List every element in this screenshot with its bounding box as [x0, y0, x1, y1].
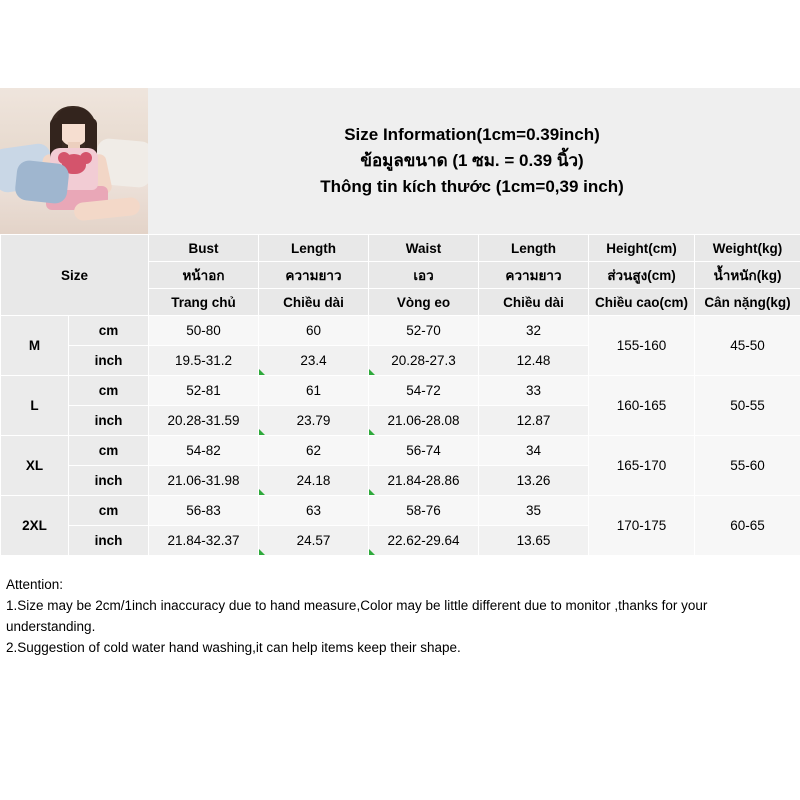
col-header-length2-en: Length — [479, 235, 589, 262]
cell-m-cm-waist: 52-70 — [369, 316, 479, 346]
row-unit-cm: cm — [69, 316, 149, 346]
cell-2xl-cm-length1: 63 — [259, 496, 369, 526]
col-header-height-vi: Chiều cao(cm) — [589, 289, 695, 316]
cell-l-cm-waist: 54-72 — [369, 376, 479, 406]
cell-l-inch-waist: 21.06-28.08 — [369, 406, 479, 436]
cell-m-cm-length1: 60 — [259, 316, 369, 346]
col-header-bust-vi: Trang chủ — [149, 289, 259, 316]
col-header-length1-vi: Chiều dài — [259, 289, 369, 316]
cell-xl-inch-waist: 21.84-28.86 — [369, 466, 479, 496]
cell-m-weight: 45-50 — [695, 316, 800, 376]
col-header-waist-vi: Vòng eo — [369, 289, 479, 316]
row-size-xl: XL — [1, 436, 69, 496]
row-size-2xl: 2XL — [1, 496, 69, 556]
notes-line-1: 1.Size may be 2cm/1inch inaccuracy due to hand measure,Color may be little different due to monitor ,thanks for your — [6, 598, 708, 613]
notes-line-1-cont: understanding. — [6, 619, 96, 634]
cell-m-inch-length2: 12.48 — [479, 346, 589, 376]
cell-2xl-cm-length2: 35 — [479, 496, 589, 526]
cell-m-cm-length2: 32 — [479, 316, 589, 346]
table-row — [1, 436, 800, 466]
header-title-th: ข้อมูลขนาด (1 ซม. = 0.39 นิ้ว) — [360, 151, 584, 170]
table-header-row-en — [1, 235, 800, 262]
col-header-bust-th: หน้าอก — [149, 262, 259, 289]
col-header-weight-vi: Cân nặng(kg) — [695, 289, 800, 316]
cell-xl-cm-bust: 54-82 — [149, 436, 259, 466]
header-title-en: Size Information(1cm=0.39inch) — [344, 125, 600, 144]
notes-line-2: 2.Suggestion of cold water hand washing,it can help items keep their shape. — [6, 640, 461, 655]
cell-m-inch-waist: 20.28-27.3 — [369, 346, 479, 376]
cell-l-cm-bust: 52-81 — [149, 376, 259, 406]
table-row — [1, 316, 800, 346]
cell-xl-height: 165-170 — [589, 436, 695, 496]
col-header-height-en: Height(cm) — [589, 235, 695, 262]
col-header-weight-th: น้ำหนัก(kg) — [695, 262, 800, 289]
row-unit-inch: inch — [69, 346, 149, 376]
header-titles — [148, 88, 800, 234]
cell-2xl-cm-waist: 58-76 — [369, 496, 479, 526]
cell-l-cm-length1: 61 — [259, 376, 369, 406]
cell-2xl-height: 170-175 — [589, 496, 695, 556]
col-header-length2-vi: Chiều dài — [479, 289, 589, 316]
cell-l-weight: 50-55 — [695, 376, 800, 436]
cell-2xl-inch-length2: 13.65 — [479, 526, 589, 556]
cell-l-inch-length2: 12.87 — [479, 406, 589, 436]
col-header-waist-th: เอว — [369, 262, 479, 289]
cell-2xl-cm-bust: 56-83 — [149, 496, 259, 526]
size-title-cell: Size — [1, 235, 149, 316]
cell-xl-cm-length1: 62 — [259, 436, 369, 466]
row-size-l: L — [1, 376, 69, 436]
col-header-height-th: ส่วนสูง(cm) — [589, 262, 695, 289]
cell-l-cm-length2: 33 — [479, 376, 589, 406]
cell-m-inch-length1: 23.4 — [259, 346, 369, 376]
row-unit-cm: cm — [69, 496, 149, 526]
col-header-bust-en: Bust — [149, 235, 259, 262]
row-unit-cm: cm — [69, 436, 149, 466]
cell-xl-cm-waist: 56-74 — [369, 436, 479, 466]
col-header-weight-en: Weight(kg) — [695, 235, 800, 262]
col-header-waist-en: Waist — [369, 235, 479, 262]
size-table-wrapper — [0, 234, 800, 556]
cell-m-height: 155-160 — [589, 316, 695, 376]
cell-xl-inch-bust: 21.06-31.98 — [149, 466, 259, 496]
cell-xl-weight: 55-60 — [695, 436, 800, 496]
cell-2xl-weight: 60-65 — [695, 496, 800, 556]
size-table — [0, 234, 800, 556]
row-size-m: M — [1, 316, 69, 376]
cell-xl-cm-length2: 34 — [479, 436, 589, 466]
cell-l-height: 160-165 — [589, 376, 695, 436]
col-header-length1-en: Length — [259, 235, 369, 262]
photo-pillow-front — [14, 159, 70, 204]
row-unit-inch: inch — [69, 466, 149, 496]
cell-l-inch-bust: 20.28-31.59 — [149, 406, 259, 436]
notes-heading: Attention: — [6, 577, 64, 592]
header-title-vi: Thông tin kích thước (1cm=0,39 inch) — [320, 177, 624, 196]
cell-xl-inch-length2: 13.26 — [479, 466, 589, 496]
row-unit-inch: inch — [69, 406, 149, 436]
product-photo — [0, 88, 148, 234]
cell-xl-inch-length1: 24.18 — [259, 466, 369, 496]
row-unit-inch: inch — [69, 526, 149, 556]
table-row — [1, 496, 800, 526]
header-band — [0, 88, 800, 234]
attention-notes — [0, 570, 800, 658]
col-header-length1-th: ความยาว — [259, 262, 369, 289]
cell-m-cm-bust: 50-80 — [149, 316, 259, 346]
table-row — [1, 376, 800, 406]
cell-2xl-inch-length1: 24.57 — [259, 526, 369, 556]
cell-2xl-inch-bust: 21.84-32.37 — [149, 526, 259, 556]
row-unit-cm: cm — [69, 376, 149, 406]
cell-l-inch-length1: 23.79 — [259, 406, 369, 436]
cell-m-inch-bust: 19.5-31.2 — [149, 346, 259, 376]
col-header-length2-th: ความยาว — [479, 262, 589, 289]
cell-2xl-inch-waist: 22.62-29.64 — [369, 526, 479, 556]
